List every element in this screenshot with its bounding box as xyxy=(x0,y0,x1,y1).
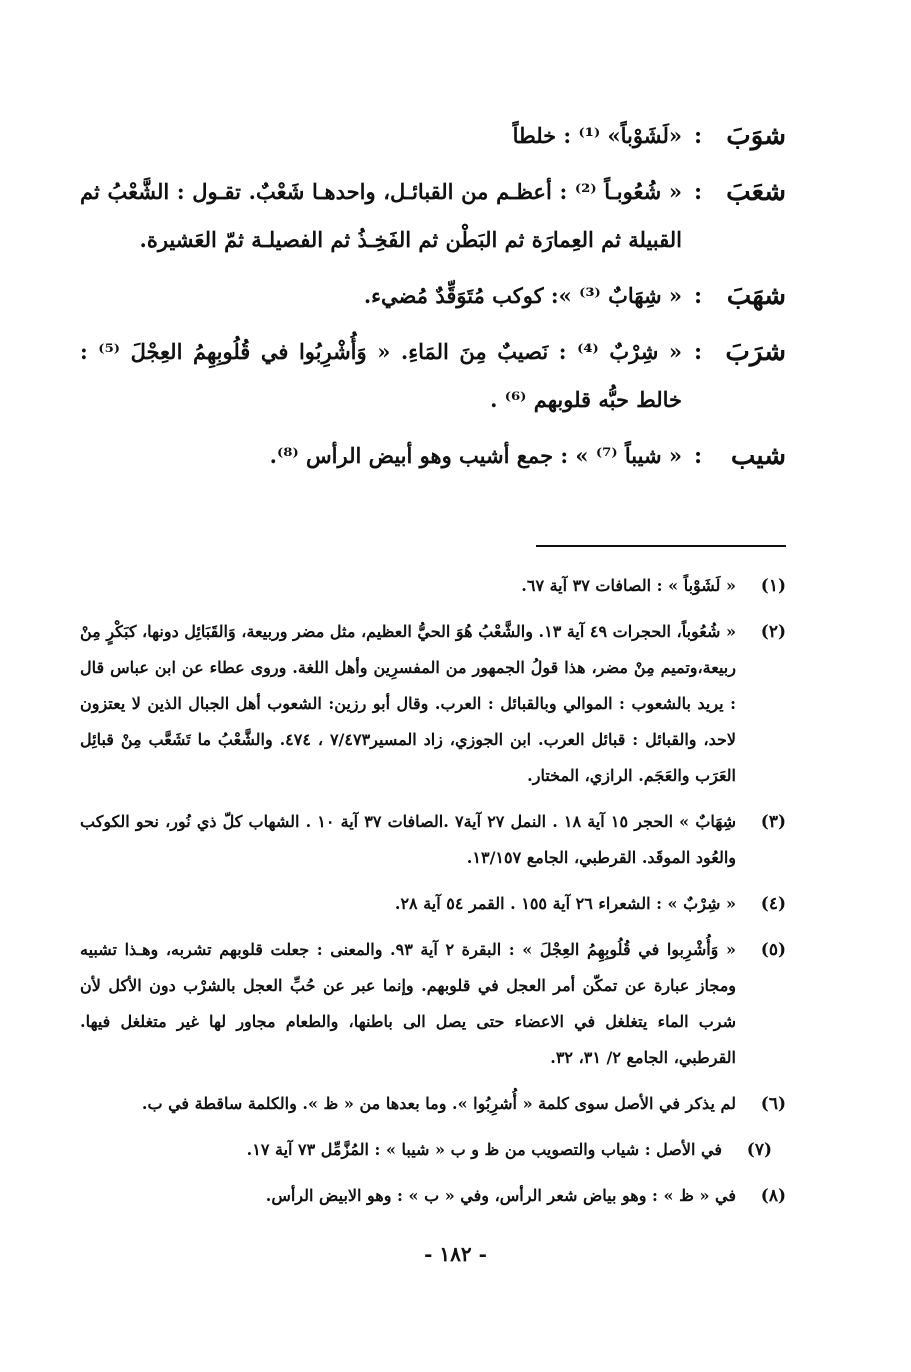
footnote-number: (٤) xyxy=(760,894,786,914)
footnote-text: « وَأُشْرِبوا في قُلُوبِهِمُ العِجْلَ » : البقرة ٢ آية ٩٣. والمعنى : جعلت قلوبهم تشربه، وهـذا تشبيه ومجاز عبارة عن تمكّن أمر العجل في قلوبهم. وإنما عبر عن حُبِّ العجل بالشرْب دون الأكل لأن شرب الماء يتغلغل في الاعضاء حتى يصل الى باطنها، والطعام مجاور لها غير متغلغل فيها. القرطبي، الجامع ٢/ ٣١، ٣٢. xyxy=(80,940,736,1067)
page-number: - ١٨٢ - xyxy=(424,1242,487,1266)
footnote-number: (٨) xyxy=(760,1186,786,1206)
glossary-entries xyxy=(80,112,786,488)
entry-headword: شعَبَ xyxy=(726,177,786,207)
footnote-text: في الأصل : شياب والتصويب من ظ و ب « شيبا » : المُزَّمِّل ٧٣ آية ١٧. xyxy=(246,1140,722,1159)
entry-headword: شهَبَ xyxy=(726,281,786,311)
footnote-number: (٧) xyxy=(746,1140,772,1160)
glossary-entry xyxy=(80,432,786,480)
footnote xyxy=(80,1132,786,1168)
footnote-number: (٢) xyxy=(760,622,786,642)
footnote-number: (١) xyxy=(760,576,786,596)
footnote xyxy=(80,932,786,1076)
footnote xyxy=(80,614,786,794)
entry-colon: : xyxy=(693,339,703,365)
glossary-entry xyxy=(80,112,786,160)
glossary-entry xyxy=(80,272,786,320)
footnote xyxy=(80,886,786,922)
footnote-number: (٣) xyxy=(760,812,786,832)
entry-definition: « شِرْبٌ ⁽⁴⁾ : نَصيبٌ مِنَ المَاءِ. « وَأُشْرِبُوا في قُلُوبِهِمُ العِجْلَ ⁽⁵⁾ : خالط حبُّه قلوبهم ⁽⁶⁾ . xyxy=(80,339,682,412)
footnote-text: شِهَابٌ » الحجر ١٥ آية ١٨ . النمل ٢٧ آية٧ .الصافات ٣٧ آية ١٠ . الشهاب كلّ ذي نُور، نحو الكوكب والعُود الموقَد. القرطبي، الجامع ١٣/١٥٧. xyxy=(80,812,737,867)
entry-definition: « شيباً ⁽⁷⁾ » : جمع أشيب وهو أبيض الرأس ⁽⁸⁾. xyxy=(269,443,682,468)
footnote-text: « شُعُوباً، الحجرات ٤٩ آية ١٣. والشَّعْبُ هُوَ الحيُّ العظيم، مثل مضر وربيعة، وَالقَبَائِل دونها، كبَكْرٍ مِنْ ربيعة،وتميم مِنْ مضر، هذا قولُ الجمهور من المفسرِين وأهل اللغة. وروى عطاء عن ابن عباس قال : يريد بالشعوب : الموالي وبالقبائل : العرب. وقال أبو رزين: الشعوب أهل الجبال الذين لا يعتزون لاحد، والقبائل : قبائل العرب. ابن الجوزي، زاد المسير٧/٤٧٣ ، ٤٧٤. والشَّعْبُ ما تَشَعَّب مِنْ قبائِل العَرَب والعَجَم. الرازي، المختار. xyxy=(80,622,737,785)
entry-colon: : xyxy=(693,179,703,205)
entry-definition: «لَشَوْباً» ⁽¹⁾ : خلطاً xyxy=(512,123,682,148)
entry-colon: : xyxy=(693,283,703,309)
footnote xyxy=(80,1178,786,1214)
footnote-text: لم يذكر في الأصل سوى كلمة « أُشرِبُوا ». وما بعدها من « ظ ». والكلمة ساقطة في ب. xyxy=(141,1094,736,1113)
entry-headword: شوَبَ xyxy=(726,121,786,151)
entry-colon: : xyxy=(693,443,703,469)
footnotes-section xyxy=(80,568,786,1224)
footnote xyxy=(80,1086,786,1122)
footnote-number: (٥) xyxy=(760,940,786,960)
entry-colon: : xyxy=(693,123,703,149)
footnote-number: (٦) xyxy=(760,1094,786,1114)
footnote-text: « لَشَوْباً » : الصافات ٣٧ آية ٦٧. xyxy=(521,576,736,595)
glossary-entry xyxy=(80,328,786,424)
footnote-text: في « ظ » : وهو بياض شعر الرأس، وفي « ب » : وهو الابيض الرأس. xyxy=(265,1186,736,1205)
footnote-divider xyxy=(536,545,786,547)
footnote-text: « شِرْبٌ » : الشعراء ٢٦ آية ١٥٥ . القمر ٥٤ آية ٢٨. xyxy=(394,894,736,913)
footnote xyxy=(80,804,786,876)
entry-definition: « شُعُوبـاً ⁽²⁾ : أعظـم من القبائـل، واحدهـا شَعْبٌ. تقـول : الشَّعْبُ ثم القبيلة ثم العِمارَة ثم البَطْن ثم الفَخِـذُ ثم الفصيلـة ثمّ العَشيرة. xyxy=(80,179,682,252)
glossary-entry xyxy=(80,168,786,264)
entry-definition: « شِهَابٌ ⁽³⁾ »: كوكب مُتَوَقِّدٌ مُضيء. xyxy=(363,283,682,308)
entry-headword: شرَبَ xyxy=(725,337,786,367)
footnote xyxy=(80,568,786,604)
entry-headword: شيب xyxy=(730,441,786,471)
